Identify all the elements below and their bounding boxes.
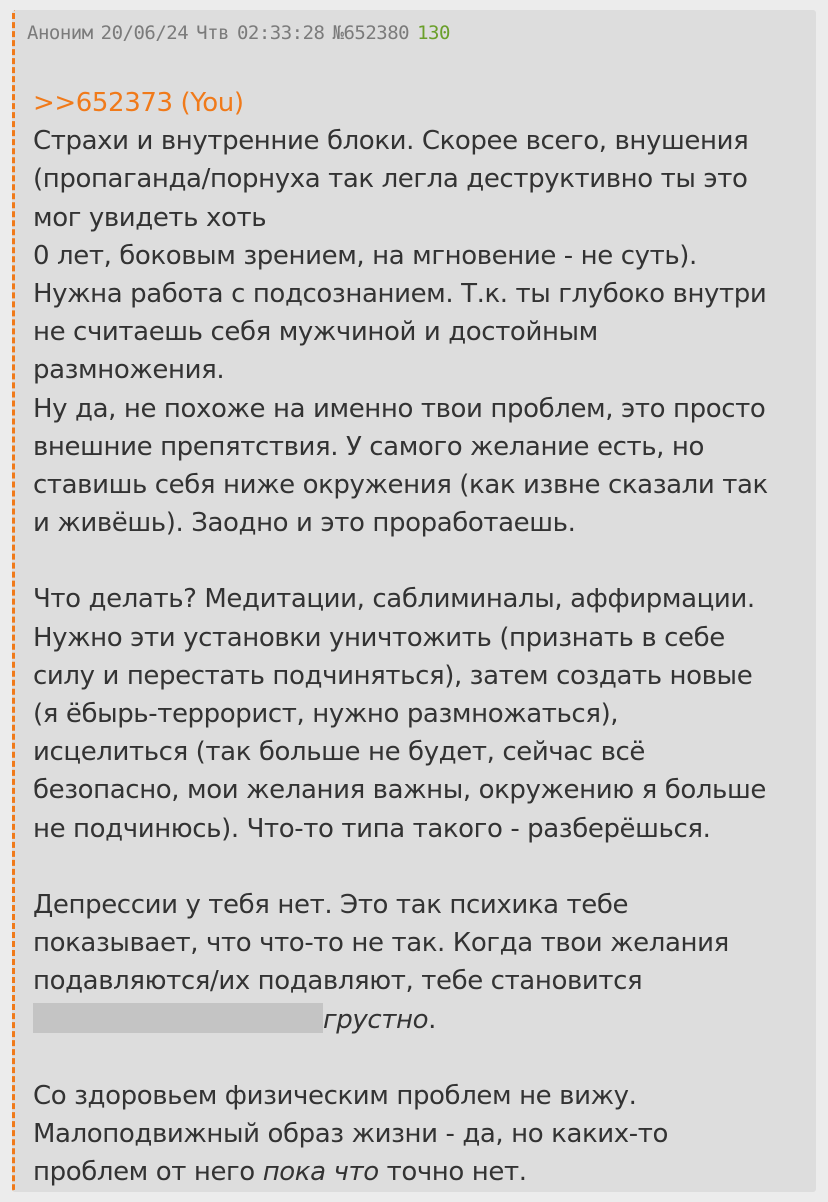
text-line: (я ёбырь-террорист, нужно размножаться), <box>33 699 619 729</box>
text-line: внешние препятствия. У самого желание есть, но <box>33 431 704 462</box>
text-line: Малоподвижный образ жизни - да, но каких-то <box>33 1119 668 1150</box>
text-line: исцелиться (так больше не будет, сейчас всё <box>33 737 645 768</box>
post-date: 20/06/24 <box>100 22 189 44</box>
text-line: подавляются/их подавляют, тебе становится <box>33 966 643 997</box>
reply-reference-link[interactable]: >>652373 (You) <box>33 88 244 118</box>
paragraph-gap <box>33 542 813 580</box>
text-line: (пропаганда/порнуха так легла деструктивно ты это <box>33 164 748 195</box>
post-time: 02:33:28 <box>236 22 325 44</box>
paragraph-gap <box>33 1039 813 1077</box>
text-fragment: проблем от него <box>33 1157 263 1188</box>
text-line: Нужна работа с подсознанием. Т.к. ты глубоко внутри <box>33 278 767 309</box>
text-line: Ну да, не похоже на именно твои проблем, это просто <box>33 393 766 424</box>
text-fragment: . <box>428 1004 436 1035</box>
text-line: не подчинюсь). Что-то типа такого - разберёшься. <box>33 813 711 844</box>
text-line: 0 лет, боковым зрением, на мгновение - не суть). <box>33 240 697 271</box>
text-line: размножения. <box>33 355 225 386</box>
post-author: Аноним <box>27 22 93 44</box>
text-line: ставишь себя ниже окружения (как извне сказали так <box>33 469 768 500</box>
text-line-mixed <box>33 1153 813 1191</box>
post-container <box>12 10 816 1192</box>
italic-text: грустно <box>323 1004 429 1035</box>
spoiler-block[interactable] <box>33 1003 323 1033</box>
text-line: Депрессии у тебя нет. Это так психика тебе <box>33 889 629 920</box>
italic-text: пока что <box>262 1157 379 1188</box>
post-number-link[interactable]: №652380 <box>332 22 410 44</box>
text-line: показывает, что что-то не так. Когда твои желания <box>33 928 729 959</box>
text-line: мог увидеть хоть <box>33 202 267 233</box>
text-line: Что делать? Медитации, саблиминалы, аффирмации. <box>33 584 755 615</box>
post-weekday: Чтв <box>196 22 229 44</box>
spoiler-line <box>33 1001 813 1039</box>
text-fragment: точно нет. <box>378 1157 527 1188</box>
text-line: Страхи и внутренние блоки. Скорее всего, внушения <box>33 126 749 157</box>
post-header <box>27 22 450 44</box>
text-line: Со здоровьем физическим проблем не вижу. <box>33 1080 637 1111</box>
post-body <box>33 84 813 1191</box>
text-line: безопасно, мои желания важны, окружению я больше <box>33 775 766 806</box>
text-line: и живёшь). Заодно и это проработаешь. <box>33 508 576 539</box>
paragraph-gap <box>33 848 813 886</box>
text-line: Нужно эти установки уничтожить (признать в себе <box>33 622 725 653</box>
reply-count[interactable]: 130 <box>417 22 450 44</box>
text-line: силу и перестать подчиняться), затем создать новые <box>33 660 753 691</box>
text-line: не считаешь себя мужчиной и достойным <box>33 317 598 348</box>
